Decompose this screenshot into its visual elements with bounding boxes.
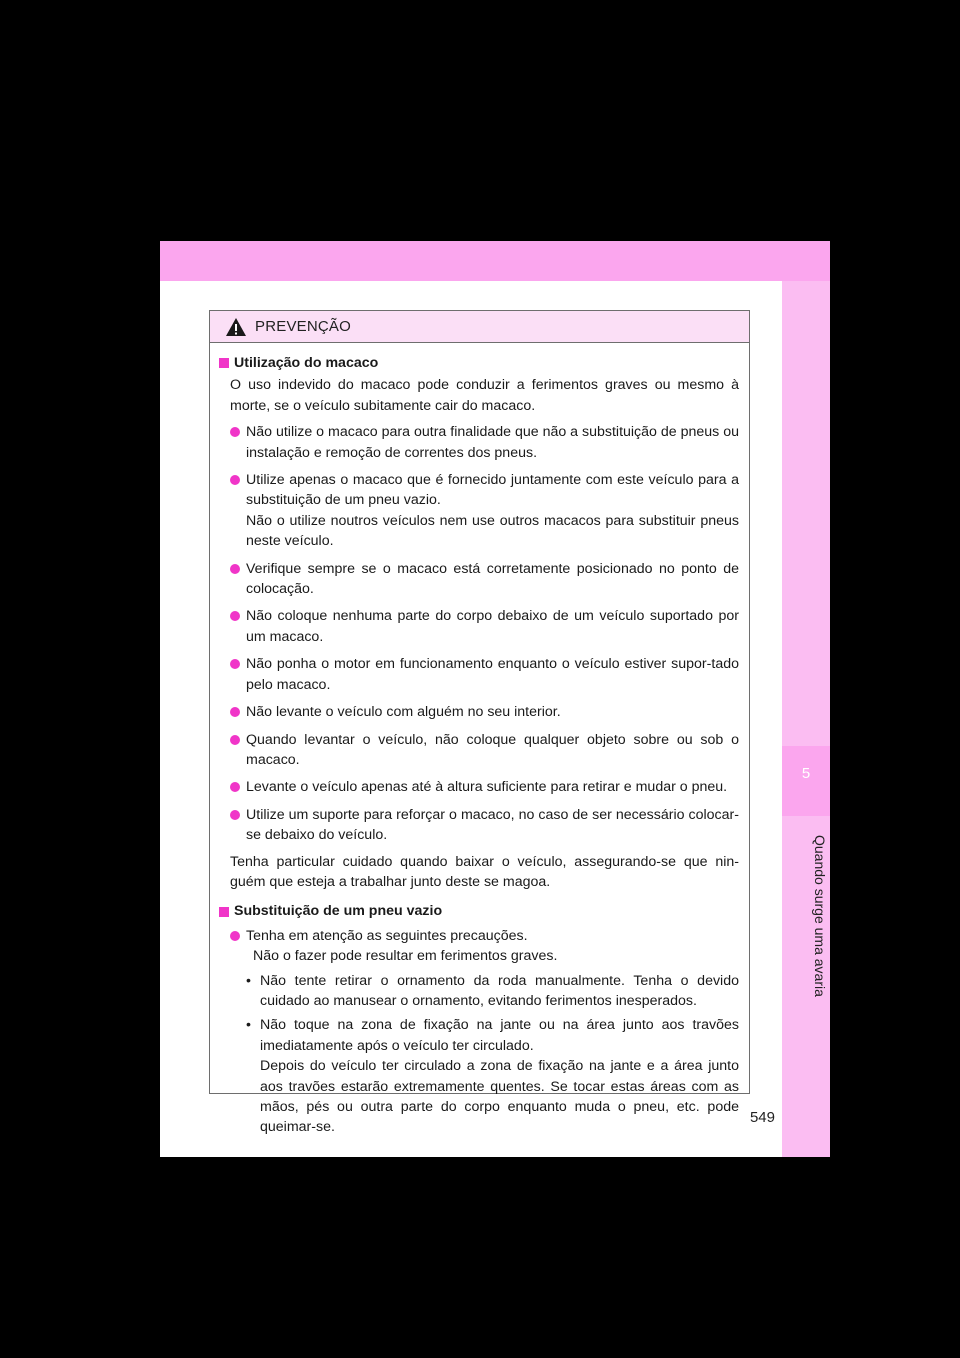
list-item <box>230 730 739 771</box>
round-bullet-icon <box>230 735 240 745</box>
list-item-text: Tenha em atenção as seguintes precauções. <box>246 927 528 944</box>
sub-list-item <box>246 1015 739 1137</box>
small-dot-icon: • <box>246 972 251 989</box>
chapter-side-tab <box>782 281 830 1157</box>
page-number: 549 <box>749 1109 775 1126</box>
list-item-text: Não coloque nenhuma parte do corpo debaixo de um veículo suportado por um macaco. <box>246 608 739 645</box>
warning-box <box>209 310 750 1136</box>
warning-title: PREVENÇÃO <box>255 318 351 335</box>
round-bullet-icon <box>230 707 240 717</box>
square-bullet-icon <box>219 358 229 368</box>
round-bullet-icon <box>230 475 240 485</box>
list-item-text: Utilize um suporte para reforçar o macaco, no caso de ser necessário colocar-se debaixo do veículo. <box>246 806 739 844</box>
list-item <box>230 470 739 552</box>
sub-list-item-text: Depois do veículo ter circulado a zona de fixação na jante e a área junto aos travões estarão extremamente quentes. Se tocar estas áreas com as mãos, pés ou outra parte do corpo enquanto muda o pneu, etc. pode queimar-se. <box>260 1058 739 1136</box>
list-item <box>230 777 739 797</box>
list-item <box>230 559 739 600</box>
list-item-text: Utilize apenas o macaco que é fornecido juntamente com este veículo para a substituição de um pneu vazio. <box>246 472 739 509</box>
round-bullet-icon <box>230 427 240 437</box>
list-item <box>230 805 739 846</box>
list-item <box>230 422 739 463</box>
section-heading-text: Substituição de um pneu vazio <box>234 903 443 920</box>
section-outro: Tenha particular cuidado quando baixar o veículo, assegurando-se que nin-guém que esteja a trabalhar junto deste se magoa. <box>230 853 739 890</box>
warning-content <box>210 343 749 1138</box>
list-item-text: Não o utilize noutros veículos nem use outros macacos para substituir pneus neste veículo. <box>246 512 739 550</box>
warning-triangle-icon <box>225 317 247 337</box>
section-heading <box>219 353 739 373</box>
warning-header <box>210 311 749 343</box>
round-bullet-icon <box>230 659 240 669</box>
list-item-text: Quando levantar o veículo, não coloque qualquer objeto sobre ou sob o macaco. <box>246 731 739 768</box>
sub-list-item <box>246 971 739 1012</box>
section-heading-text: Utilização do macaco <box>234 355 379 371</box>
list-item-text: Não ponha o motor em funcionamento enquanto o veículo estiver supor-tado pelo macaco. <box>246 656 739 693</box>
round-bullet-icon <box>230 564 240 574</box>
list-item-text: Verifique sempre se o macaco está corretamente posicionado no ponto de colocação. <box>246 560 739 598</box>
list-item-text: Levante o veículo apenas até à altura suficiente para retirar e mudar o pneu. <box>246 779 728 796</box>
list-item <box>230 606 739 647</box>
header-band <box>160 241 830 281</box>
manual-page <box>160 241 830 1157</box>
sub-list-item-text: Não toque na zona de fixação na jante ou na área junto aos travões imediatamente após o veículo ter circulado. <box>260 1017 739 1054</box>
round-bullet-icon <box>230 810 240 820</box>
round-bullet-icon <box>230 931 240 941</box>
list-item-text: Não levante o veículo com alguém no seu interior. <box>246 704 561 721</box>
small-dot-icon: • <box>246 1017 251 1034</box>
section-heading <box>219 901 739 921</box>
chapter-number: 5 <box>801 765 811 782</box>
round-bullet-icon <box>230 611 240 621</box>
square-bullet-icon <box>219 907 229 917</box>
list-item <box>230 654 739 695</box>
list-item <box>230 702 739 722</box>
chapter-title: Quando surge uma avaria <box>812 835 828 997</box>
list-item-text: Não utilize o macaco para outra finalidade que não a substituição de pneus ou instalação e remoção de correntes dos pneus. <box>246 424 739 461</box>
round-bullet-icon <box>230 782 240 792</box>
list-item <box>230 926 739 967</box>
list-item-note: Não o fazer pode resultar em ferimentos graves. <box>253 948 558 965</box>
section-intro: O uso indevido do macaco pode conduzir a ferimentos graves ou mesmo à morte, se o veículo subitamente cair do macaco. <box>230 377 739 414</box>
sub-list-item-text: Não tente retirar o ornamento da roda manualmente. Tenha o devido cuidado ao manusear o ornamento, evitando ferimentos inesperados. <box>260 972 739 1009</box>
